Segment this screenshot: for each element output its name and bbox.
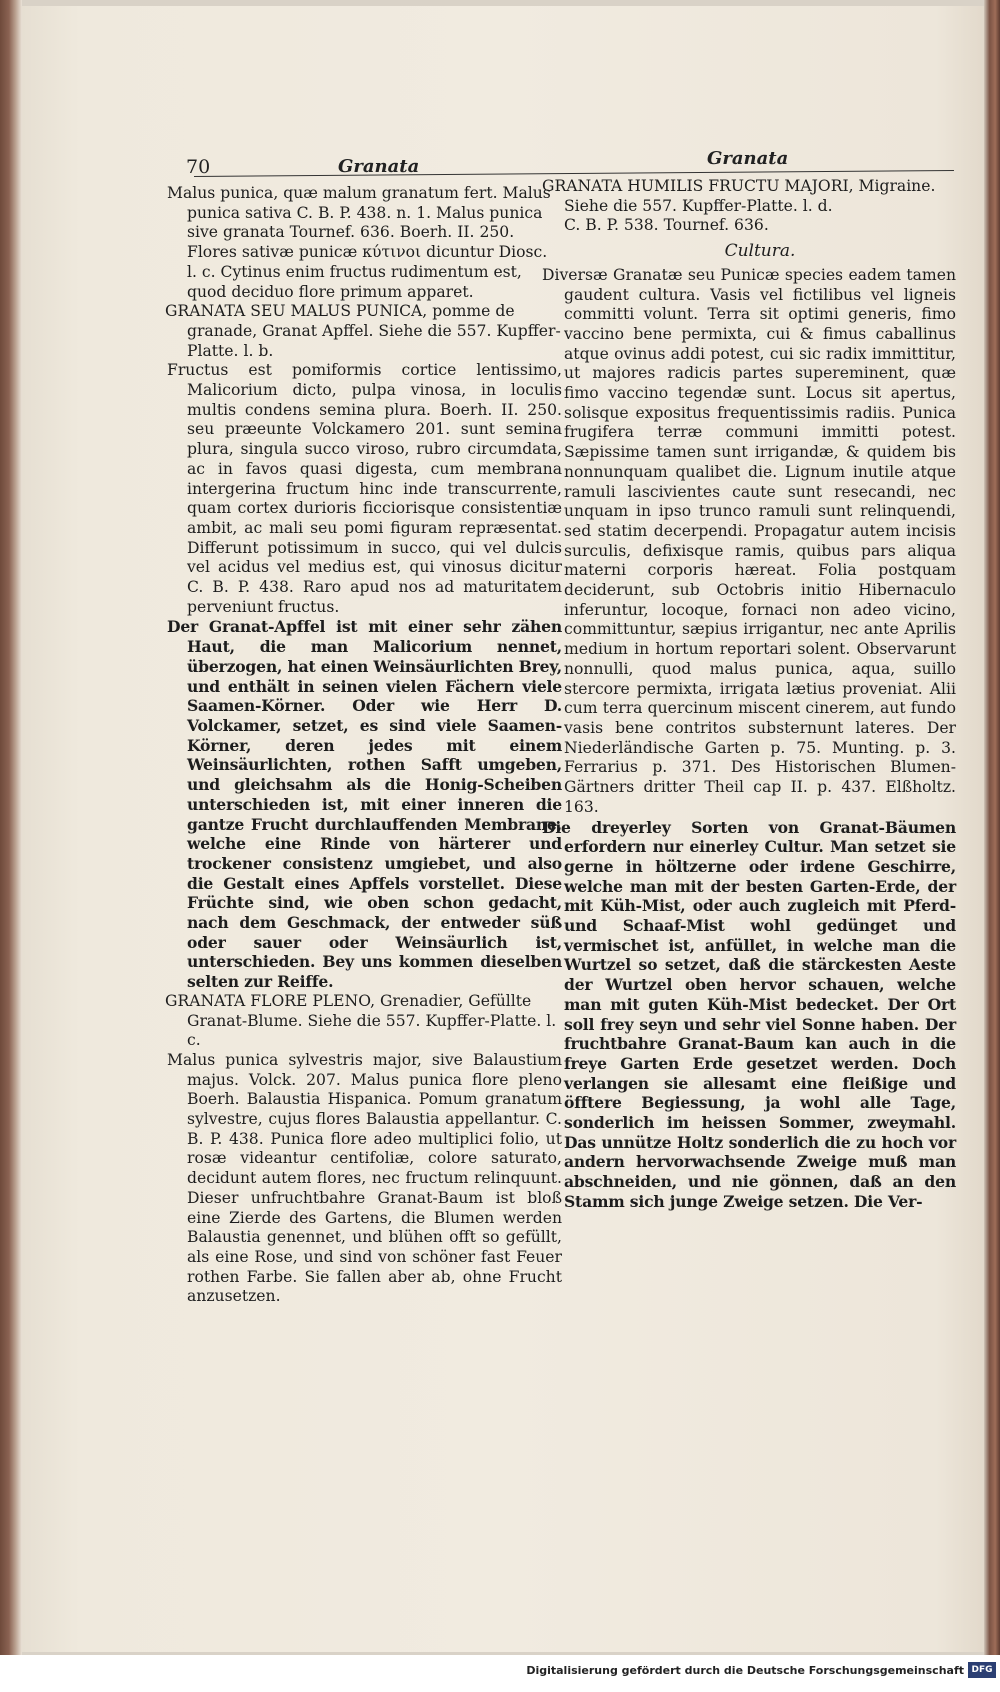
- paragraph: Der Granat-Apffel ist mit einer sehr zähen Haut, die man Malicorium nennet, überzogen, hat einen Weinsäurlichten Brey, und enthält in seinen vielen Fächern viele Saamen-Körner. Oder wie Herr D. Volckamer, setzet, es sind viele Saamen-Körner, deren jedes mit einem Weinsäurlichten, rothen Safft umgeben, und gleichsahm als die Honig-Scheiben unterschieden ist, mit einer inneren die gantze Frucht durchlauffenden Membrane, welche eine Rinde von härterer und trockener consistenz umgiebet, und also die Gestalt eines Apffels vorstellet. Diese Früchte sind, wie oben schon gedacht, nach dem Geschmack, der entweder süß oder sauer oder Weinsäurlich ist, unterschieden. Bey uns kommen dieselben selten zur Reiffe.: [167, 617, 562, 992]
- paragraph: Die dreyerley Sorten von Granat-Bäumen erfordern nur einerley Cultur. Man setzet sie gerne in höltzerne oder irdene Geschirre, welche man mit der besten Garten-Erde, der mit Küh-Mist, oder auch zugleich mit Pferd- und Schaaf-Mist wohl gedünget und vermischet ist, anfüllet, in welche man die Wurtzel so setzet, daß die stärckesten Aeste der Wurtzel oben hervor schauen, welche man mit guten Küh-Mist bedecket. Der Ort soll frey seyn und sehr viel Sonne haben. Der fruchtbahre Granat-Baum kan auch in die freye Garten Erde gesetzet werden. Doch verlangen sie allesamt eine fleißige und öfftere Begiessung, ja wohl alle Tage, sonderlich im heissen Sommer, zweymahl. Das unnütze Holtz sonderlich die zu hoch vor andern hervorwachsende Zweige muß man abschneiden, und nie gönnen, daß an den Stamm sich junge Zweige setzen. Die Ver-: [542, 817, 956, 1211]
- book-cover-edge: [984, 0, 1000, 1655]
- paragraph: Malus punica, quæ malum granatum fert. Malus punica sativa C. B. P. 438. n. 1. Malus punica sive granata Tournef. 636. Boerh. II. 250. Flores sativæ punicæ κύτινοι dicuntur Diosc. l. c. Cytinus enim fructus rudimentum est, quod deciduo flore primum apparet.: [167, 184, 551, 301]
- running-head-right: Granata: [707, 148, 789, 169]
- dfg-logo: DFG: [968, 1662, 996, 1678]
- right-column: [542, 177, 956, 1212]
- left-column: [165, 184, 562, 1307]
- paragraph: Fructus est pomiformis cortice lentissimo, Malicorium dicto, pulpa vinosa, in loculis multis condens semina plura. Boerh. II. 250. seu præeunte Volckamero 201. sunt semina plura, singula succo viroso, rubro circumdata, ac in favos quasi digesta, cum membrana intergerina fructum hinc inde transcurrente, quam cortex durioris ficciorisque consistentiæ ambit, ac mali seu pomi figuram repræsentat. Differunt potissimum in succo, qui vel dulcis vel acidus vel medius est, qui vinosus dicitur C. B. P. 438. Raro apud nos ad maturitatem perveniunt fructus.: [167, 361, 562, 616]
- section-heading: Cultura.: [724, 241, 796, 262]
- digitization-credit: Digitalisierung gefördert durch die Deutsche Forschungsgemeinschaft: [526, 1664, 964, 1677]
- running-head-left: Granata: [338, 156, 420, 177]
- book-spine-edge: [0, 0, 22, 1655]
- paragraph: C. B. P. 538. Tournef. 636.: [564, 216, 769, 235]
- page-number: 70: [186, 156, 211, 178]
- paragraph: GRANATA FLORE PLENO, Grenadier, Gefüllte Granat-Blume. Siehe die 557. Kupffer-Platte. l. c.: [165, 991, 557, 1050]
- paragraph: Malus punica sylvestris major, sive Balaustium majus. Volck. 207. Malus punica flore pleno Boerh. Balaustia Hispanica. Pomum granatum sylvestre, cujus flores Balaustia appellantur. C. B. P. 438. Punica flore adeo multiplici folio, ut rosæ videantur centifoliæ, colore saturato, decidunt autem flores, nec fructum relinquunt. Dieser unfruchtbahre Granat-Baum ist bloß eine Zierde des Gartens, die Blumen werden Balaustia genennet, und blühen offt so gefüllt, als eine Rose, und sind von schöner fast Feuer rothen Farbe. Sie fallen aber ab, ohne Frucht anzusetzen.: [167, 1050, 562, 1306]
- paragraph: Diversæ Granatæ seu Punicæ species eadem tamen gaudent cultura. Vasis vel fictilibus vel ligneis committi volunt. Terra sit optimi generis, fimo vaccino bene permixta, cui & fimus caballinus atque ovinus addi potest, cui sic radix immittitur, ut majores radicis partes supereminent, quæ fimo vaccino tegendæ sunt. Locus sit apertus, solisque expositus frequentissimis radiis. Punica frugifera terræ communi immitti potest. Sæpissime tamen sunt irrigandæ, & quidem bis nonnunquam qualibet die. Lignum inutile atque ramuli lascivientes caute sunt resecandi, nec unquam in ipso trunco ramuli sunt relinquendi, sed statim decerpendi. Propagatur autem incisis surculis, defixisque ramis, quibus pars aliqua materni corporis hæreat. Folia postquam deciderunt, sub Octobris initio Hibernaculo inferuntur, locoque, fornaci non adeo vicino, committuntur, sæpius irrigantur, nec ante Aprilis medium in hortum reportari solent. Observarunt nonnulli, quod malus punica, aqua, suillo stercore permixta, irrigata lætius proveniat. Alii cum terra quercinum miscent cinerem, aut fundo vasis bene contritos substernunt lateres. Der Niederländische Garten p. 75. Munting. p. 3. Ferrarius p. 371. Des Historischen Blumen-Gärtners dritter Theil cap II. p. 437. Elßholtz. 163.: [542, 265, 956, 816]
- paragraph: GRANATA SEU MALUS PUNICA, pomme de granade, Granat Apffel. Siehe die 557. Kupffer-Platte. l. b.: [165, 302, 561, 360]
- paragraph: GRANATA HUMILIS FRUCTU MAJORI, Migraine. Siehe die 557. Kupffer-Platte. l. d.: [542, 177, 936, 215]
- book-page: [22, 6, 984, 1652]
